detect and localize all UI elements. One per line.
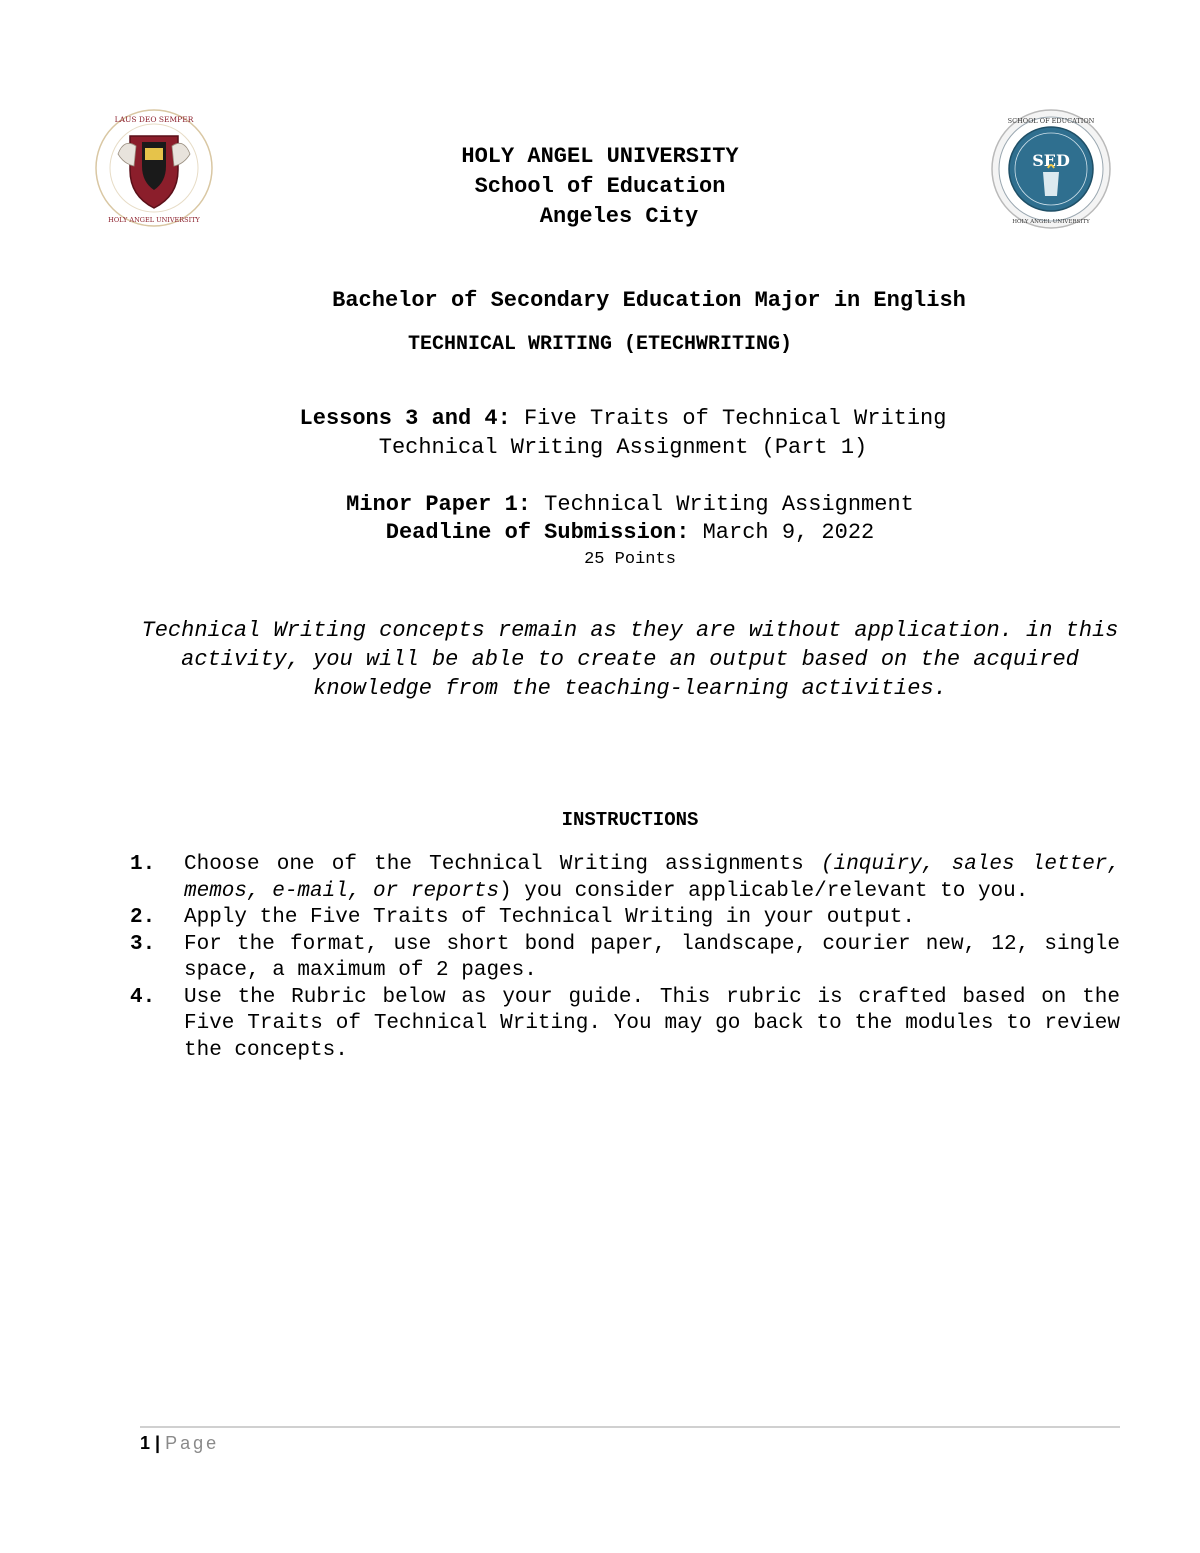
list-item (130, 932, 1120, 985)
list-item (130, 852, 1120, 905)
lessons-label: Lessons 3 and 4: (299, 406, 511, 431)
university-name: HOLY ANGEL UNIVERSITY (461, 144, 739, 169)
seal-ring-text-top: LAUS DEO SEMPER (114, 115, 194, 124)
intro-paragraph: Technical Writing concepts remain as they are without application. in this activity, you will be able to create an output based on the acquired knowledge from the teaching-learning activities. (141, 618, 1119, 701)
seal-ring-text-top: SCHOOL OF EDUCATION (1007, 117, 1095, 125)
university-header (0, 142, 1200, 232)
instructions-title: INSTRUCTIONS (561, 809, 699, 831)
page-footer (140, 1433, 219, 1454)
points-value: 25 Points (584, 550, 676, 569)
minor-paper-title: Technical Writing Assignment (530, 492, 914, 517)
list-item (130, 905, 1120, 932)
program-title: Bachelor of Secondary Education Major in English (332, 288, 966, 313)
seal-ring-text-bottom: HOLY ANGEL UNIVERSITY (1012, 219, 1090, 225)
school-name: School of Education (474, 174, 726, 199)
footer-separator: | (150, 1433, 166, 1453)
lessons-subtitle: Technical Writing Assignment (Part 1) (378, 435, 868, 460)
deadline-label: Deadline of Submission: (385, 520, 690, 545)
list-item-examples: (inquiry, sales letter, memos, e-mail, or reports (184, 853, 1120, 903)
seal-ring-text-bottom: HOLY ANGEL UNIVERSITY (108, 216, 200, 224)
list-item-number: 1. (130, 853, 156, 876)
city-name: Angeles City (539, 204, 699, 229)
deadline-value: March 9, 2022 (689, 520, 875, 545)
minor-paper-label: Minor Paper 1: (346, 492, 531, 517)
page-label: Page (165, 1433, 220, 1453)
list-item-text: For the format, use short bond paper, landscape, courier new, 12, single space, a maximum of 2 pages. (184, 932, 1120, 982)
lessons-title: Five Traits of Technical Writing (510, 406, 947, 431)
page-number: 1 (140, 1433, 151, 1453)
instructions-list (130, 852, 1120, 1064)
list-item-text-end: ) you consider applicable/relevant to you. (499, 879, 1029, 903)
list-item-text: Use the Rubric below as your guide. This rubric is crafted based on the Five Traits of Technical Writing. You may go back to the modules to review the concepts. (184, 985, 1120, 1062)
course-title: TECHNICAL WRITING (ETECHWRITING) (407, 333, 793, 356)
list-item-number: 4. (130, 985, 156, 1009)
list-item-text: Choose one of the Technical Writing assignments (184, 853, 821, 876)
list-item-number: 2. (130, 906, 156, 929)
minor-paper-block (0, 491, 1200, 547)
list-item-number: 3. (130, 932, 156, 956)
seal-center-text: SED (1032, 151, 1070, 170)
list-item-text: Apply the Five Traits of Technical Writing in your output. (184, 906, 915, 929)
lessons-block (0, 404, 1200, 462)
footer-divider (140, 1426, 1120, 1428)
list-item (130, 985, 1120, 1065)
